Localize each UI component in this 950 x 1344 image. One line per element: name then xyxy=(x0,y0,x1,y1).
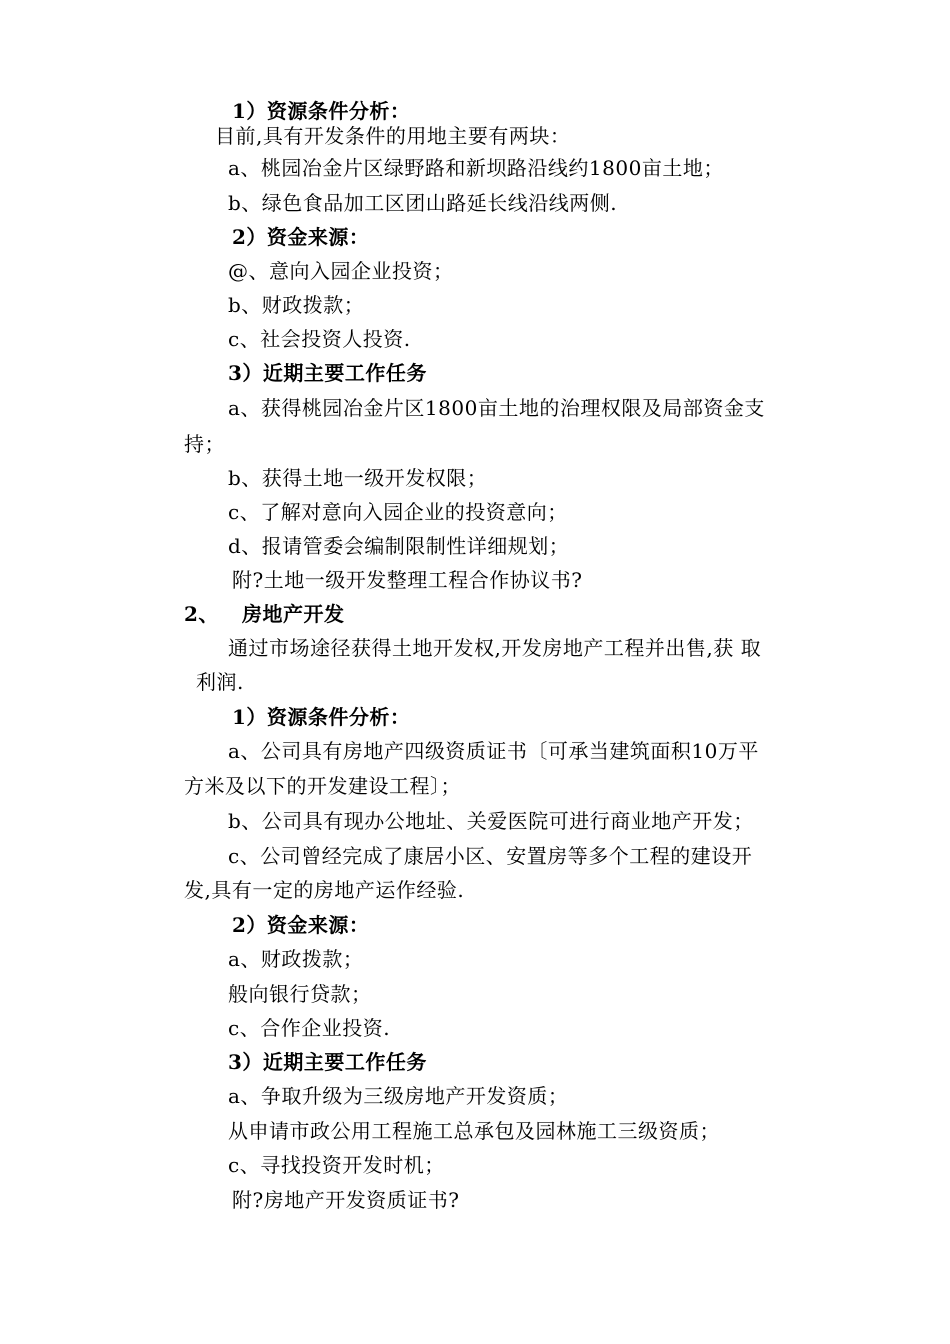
paragraph-line: 方米及以下的开发建设工程〕； xyxy=(184,774,461,798)
list-item: a、争取升级为三级房地产开发资质； xyxy=(228,1084,569,1108)
list-item: c、了解对意向入园企业的投资意向； xyxy=(228,500,568,524)
list-item: a、财政拨款； xyxy=(228,947,364,971)
attachment-note: 附?土地一级开发整理工程合作协议书? xyxy=(232,568,583,592)
paragraph-line: 目前,具有开发条件的用地主要有两块： xyxy=(215,124,571,148)
subheading: 1）资源条件分析： xyxy=(232,705,411,729)
list-item: d、报请管委会编制限制性详细规划； xyxy=(228,534,570,558)
list-item: c、合作企业投资. xyxy=(228,1016,391,1040)
list-item: c、公司曾经完成了康居小区、安置房等多个工程的建设开 xyxy=(228,844,753,868)
list-item: c、社会投资人投资. xyxy=(228,327,411,351)
paragraph-line: 利润. xyxy=(196,670,244,694)
section-title: 房地产开发 xyxy=(242,602,345,626)
subheading: 1）资源条件分析： xyxy=(232,99,411,123)
list-item: a、获得桃园冶金片区1800亩土地的治理权限及局部资金支 xyxy=(228,396,765,420)
subheading: 3）近期主要工作任务 xyxy=(228,361,427,385)
list-item: 从申请市政公用工程施工总承包及园林施工三级资质； xyxy=(228,1119,720,1143)
section-number: 2、 xyxy=(184,602,219,626)
subheading: 2）资金来源： xyxy=(232,225,370,249)
list-item: a、公司具有房地产四级资质证书〔可承当建筑面积10万平 xyxy=(228,739,759,763)
list-item: b、获得土地一级开发权限； xyxy=(228,466,488,490)
paragraph-line: 通过市场途径获得土地开发权,开发房地产工程并出售,获 取 xyxy=(228,636,762,660)
paragraph-line: 持； xyxy=(184,432,225,456)
attachment-note: 附?房地产开发资质证书? xyxy=(232,1188,460,1212)
subheading: 3）近期主要工作任务 xyxy=(228,1050,427,1074)
list-item: @、意向入园企业投资； xyxy=(228,259,454,283)
subheading: 2）资金来源： xyxy=(232,913,370,937)
paragraph-line: 发,具有一定的房地产运作经验. xyxy=(184,878,465,902)
section-heading xyxy=(184,601,345,627)
list-item: b、财政拨款； xyxy=(228,293,365,317)
list-item: 般向银行贷款； xyxy=(228,982,372,1006)
list-item: b、公司具有现办公地址、关爱医院可进行商业地产开发； xyxy=(228,809,754,833)
list-item: a、桃园冶金片区绿野路和新坝路沿线约1800亩土地； xyxy=(228,156,724,180)
list-item: c、寻找投资开发时机； xyxy=(228,1153,445,1177)
list-item: b、绿色食品加工区团山路延长线沿线两侧. xyxy=(228,191,618,215)
